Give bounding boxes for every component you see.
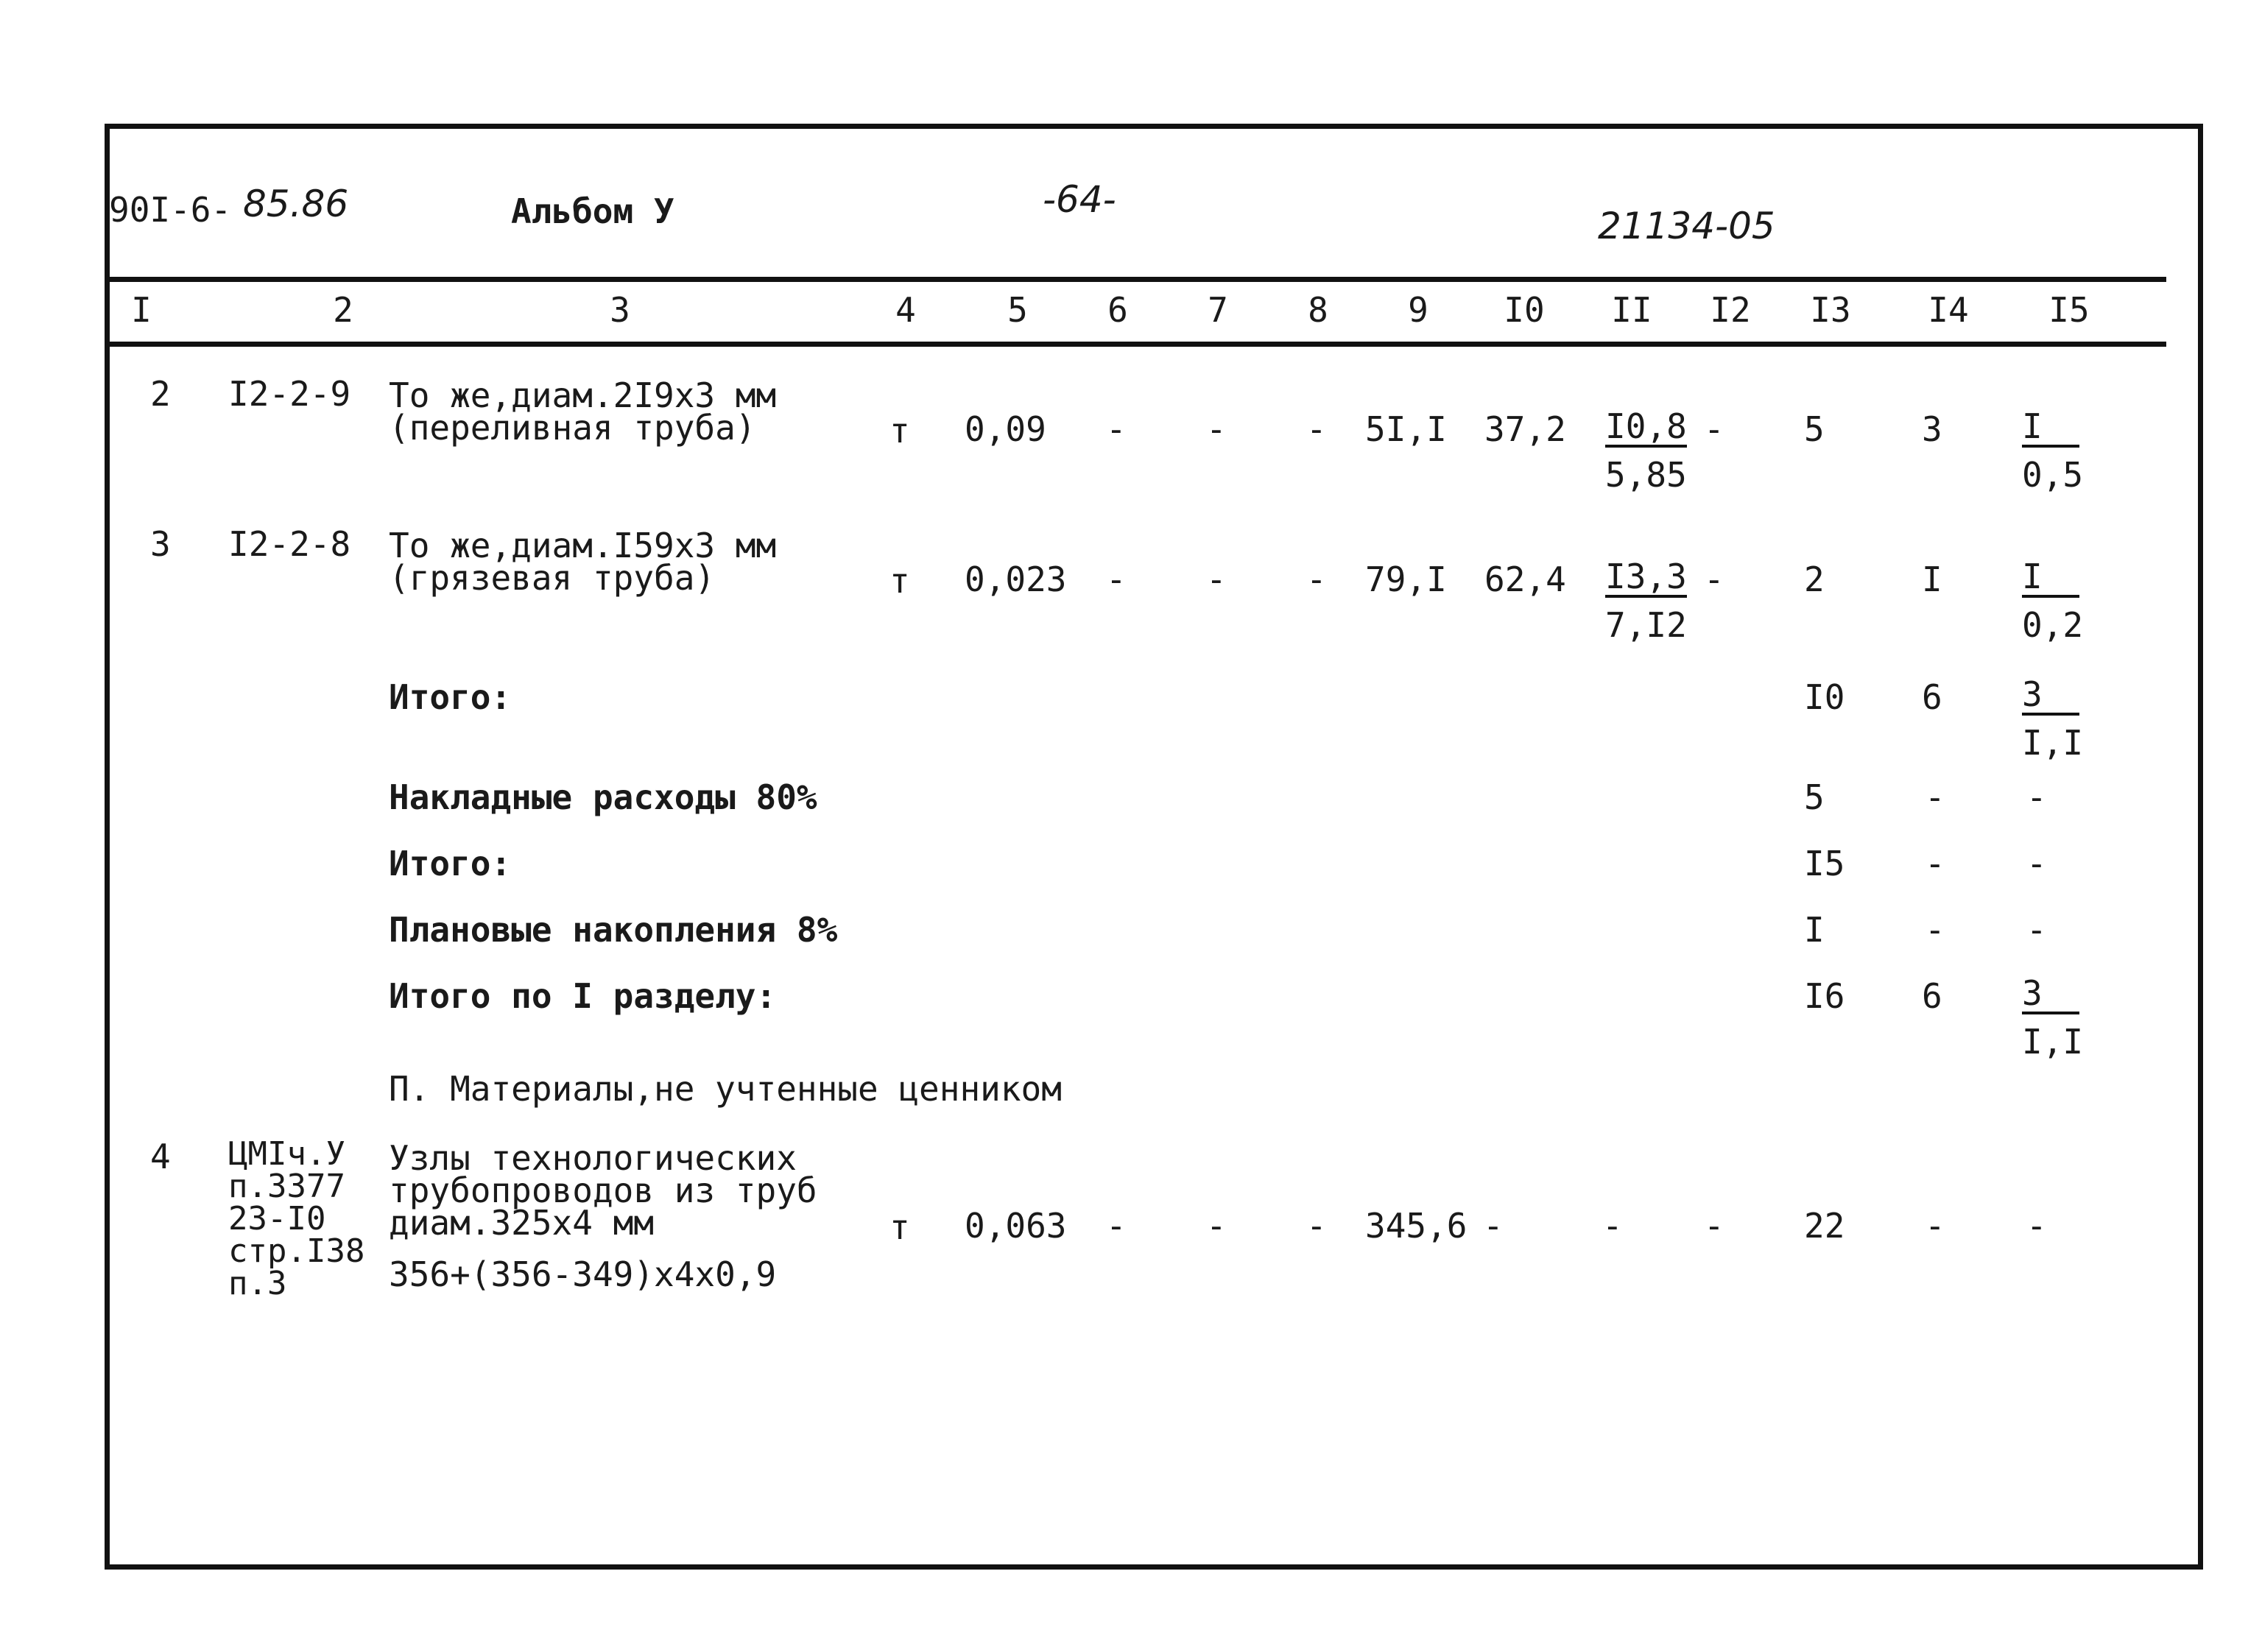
cell-13: 22: [1804, 1206, 1845, 1246]
col-number: I3: [1810, 290, 1851, 330]
cell-14: -: [1925, 844, 1945, 883]
cell-7: -: [1206, 1206, 1227, 1246]
cell-8: -: [1306, 409, 1327, 449]
col-number: 8: [1308, 290, 1328, 330]
section-title: П. Материалы,не учтенные ценником: [389, 1069, 1062, 1109]
cell-13: I: [1804, 910, 1825, 950]
unit-cell: т: [889, 411, 910, 451]
cell-6: -: [1106, 409, 1127, 449]
cell-9: 5I,I: [1365, 409, 1447, 449]
doc-code: 90I-6-: [109, 190, 232, 230]
cell-11-fraction: [1605, 408, 1687, 493]
cell-5: 0,063: [965, 1206, 1067, 1246]
row-code: I2-2-9: [228, 374, 351, 414]
row-number: 4: [150, 1137, 171, 1176]
row-code: I2-2-8: [228, 524, 351, 564]
col-number: 3: [610, 290, 630, 330]
page-number: -64-: [1043, 178, 1116, 221]
row-description: Узлы технологических: [389, 1138, 797, 1178]
totals-label: Плановые накопления 8%: [389, 910, 838, 950]
row-description: диам.325х4 мм: [389, 1203, 655, 1243]
unit-cell: т: [889, 1207, 910, 1247]
cell-15: -: [2026, 910, 2047, 950]
col-number: 7: [1208, 290, 1228, 330]
cell-10: 62,4: [1484, 560, 1566, 599]
cell-7: -: [1206, 560, 1227, 599]
cell-13: 2: [1804, 560, 1825, 599]
totals-label: Накладные расходы 80%: [389, 777, 817, 817]
fraction-numerator: I: [2022, 408, 2079, 448]
cell-11: -: [1602, 1206, 1623, 1246]
col-number: I5: [2048, 290, 2090, 330]
cell-8: -: [1306, 1206, 1327, 1246]
cell-12: -: [1704, 1206, 1724, 1246]
row-number: 2: [150, 374, 171, 414]
cell-15: -: [2026, 1206, 2047, 1246]
doc-code-handwritten: 85.86: [243, 183, 349, 225]
totals-label: Итого по I разделу:: [389, 976, 777, 1016]
cell-15-fraction: [2022, 676, 2083, 761]
cell-15-fraction: [2022, 975, 2083, 1060]
cell-15: -: [2026, 777, 2047, 817]
cell-6: -: [1106, 560, 1127, 599]
cell-14: 3: [1922, 409, 1942, 449]
cell-15: -: [2026, 844, 2047, 883]
cell-13: 5: [1804, 777, 1825, 817]
cell-9: 79,I: [1365, 560, 1447, 599]
cell-14: 6: [1922, 976, 1942, 1016]
fraction-numerator: 3: [2022, 676, 2079, 716]
cell-6: -: [1106, 1206, 1127, 1246]
fraction-denominator: I,I: [2022, 723, 2084, 763]
fraction-denominator: 0,2: [2022, 605, 2084, 645]
row-description: (переливная труба): [389, 408, 756, 448]
cell-5: 0,023: [965, 560, 1067, 599]
cell-14: 6: [1922, 677, 1942, 717]
row-code: п.3: [228, 1265, 287, 1302]
col-number: I: [131, 290, 152, 330]
row-description: (грязевая труба): [389, 558, 716, 598]
row-code: стр.I38: [228, 1232, 365, 1270]
header-rule: [105, 277, 2166, 282]
totals-label: Итого:: [389, 844, 512, 883]
cell-12: -: [1704, 560, 1724, 599]
col-number: I2: [1710, 290, 1751, 330]
col-number: 5: [1007, 290, 1028, 330]
fraction-denominator: I,I: [2022, 1022, 2084, 1062]
cell-14: -: [1925, 1206, 1945, 1246]
cell-13: 5: [1804, 409, 1825, 449]
cell-14: I: [1922, 560, 1942, 599]
project-code: 21134-05: [1598, 205, 1775, 247]
cell-9: 345,6: [1365, 1206, 1468, 1246]
cell-7: -: [1206, 409, 1227, 449]
row-description: трубопроводов из труб: [389, 1171, 817, 1210]
cell-14: -: [1925, 777, 1945, 817]
totals-label: Итого:: [389, 677, 512, 717]
cell-13: I5: [1804, 844, 1845, 883]
cell-13: I6: [1804, 976, 1845, 1016]
col-number: 6: [1107, 290, 1128, 330]
cell-10: 37,2: [1484, 409, 1566, 449]
cell-8: -: [1306, 560, 1327, 599]
row-formula: 356+(356-349)х4х0,9: [389, 1254, 777, 1294]
cell-10: -: [1483, 1206, 1504, 1246]
cell-12: -: [1704, 409, 1724, 449]
unit-cell: т: [889, 561, 910, 601]
fraction-denominator: 7,I2: [1605, 605, 1687, 645]
col-number: 9: [1408, 290, 1428, 330]
row-code: ЦМIч.У: [228, 1135, 345, 1173]
column-header-rule: [105, 342, 2166, 347]
fraction-numerator: I: [2022, 558, 2079, 598]
col-number: 4: [895, 290, 916, 330]
cell-13: I0: [1804, 677, 1845, 717]
col-number: 2: [333, 290, 353, 330]
row-description: То же,диам.2I9х3 мм: [389, 375, 777, 415]
col-number: I0: [1504, 290, 1545, 330]
row-description: То же,диам.I59х3 мм: [389, 526, 777, 565]
col-number: I4: [1928, 290, 1969, 330]
fraction-numerator: I3,3: [1605, 557, 1687, 596]
col-number: II: [1611, 290, 1652, 330]
row-code: п.3377: [228, 1168, 345, 1205]
cell-15-fraction: [2022, 558, 2083, 643]
fraction-denominator: 5,85: [1605, 455, 1687, 495]
cell-11-fraction: [1605, 558, 1687, 643]
row-code: 23-I0: [228, 1200, 326, 1238]
fraction-denominator: 0,5: [2022, 455, 2084, 495]
cell-14: -: [1925, 910, 1945, 950]
cell-15-fraction: [2022, 408, 2083, 493]
fraction-numerator: I0,8: [1605, 406, 1687, 446]
album-title: Альбом У: [511, 191, 674, 231]
row-number: 3: [150, 524, 171, 564]
fraction-numerator: 3: [2022, 975, 2079, 1014]
cell-5: 0,09: [965, 409, 1046, 449]
